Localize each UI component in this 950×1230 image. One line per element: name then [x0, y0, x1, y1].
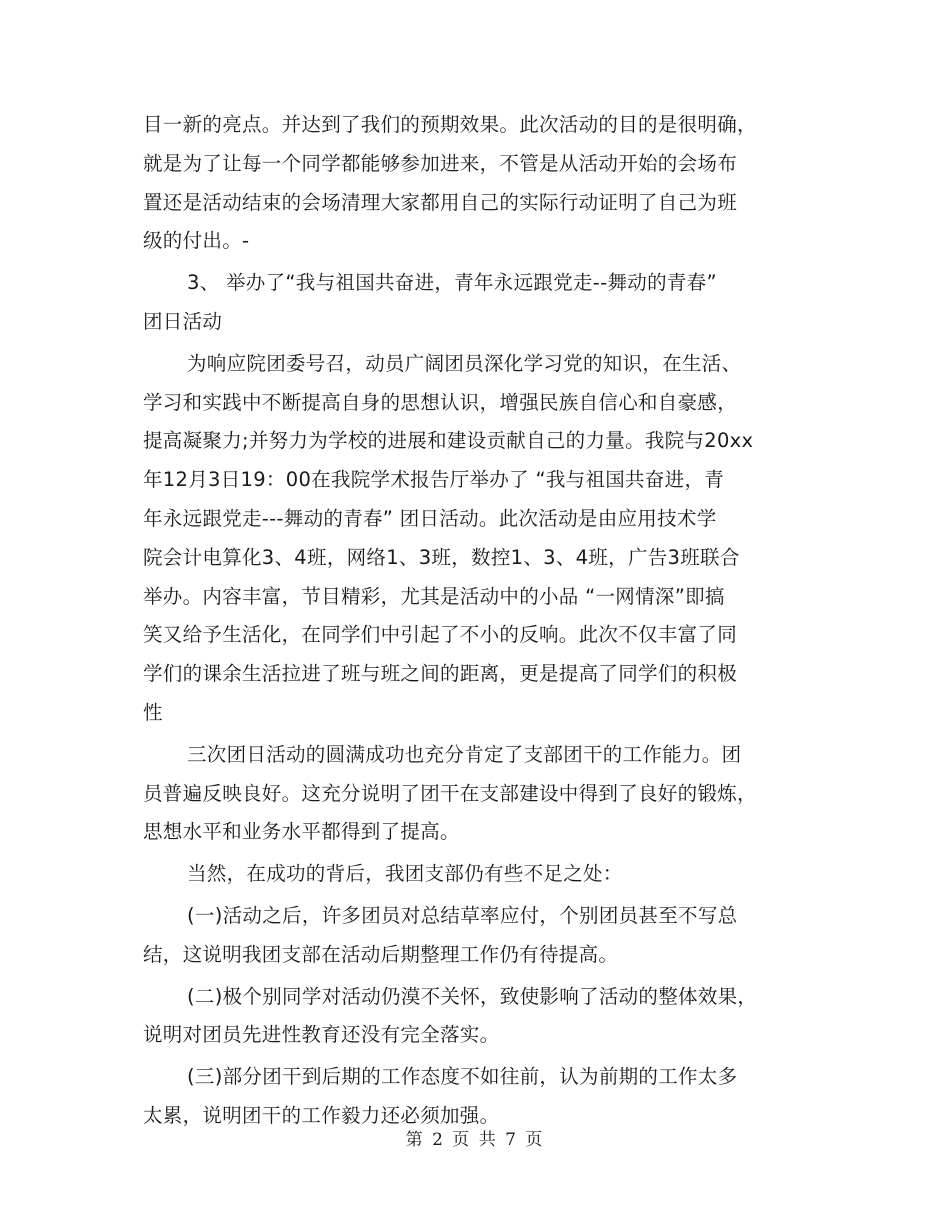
paragraph	[143, 897, 813, 975]
text-line: 级的付出。-	[143, 229, 250, 253]
text-line: 目一新的亮点。并达到了我们的预期效果。此次活动的目的是很明确，	[143, 113, 757, 136]
text-line: (三)部分团干到后期的工作态度不如往前，认为前期的工作太多	[187, 1065, 738, 1089]
text-line: 团日活动	[143, 309, 223, 333]
paragraph	[143, 106, 813, 261]
page-footer: 第 2 页 共 7 页	[405, 1130, 545, 1150]
text-line: 提高凝聚力;并努力为学校的进展和建设贡献自己的力量。我院与20xx	[143, 429, 754, 453]
text-line: 结，这说明我团支部在活动后期整理工作仍有待提高。	[143, 942, 619, 966]
text-line: (一)活动之后，许多团员对总结草率应付，个别团员甚至不写总	[187, 903, 738, 927]
text-line: 太累，说明团干的工作毅力还必须加强。	[143, 1103, 500, 1127]
text-line: 3、 举办了“我与祖国共奋进，青年永远跟党走--舞动的青春”	[187, 271, 717, 295]
document-body	[143, 106, 813, 1139]
paragraph	[143, 978, 813, 1056]
text-line: 年12月3日19：00在我院学术报告厅举办了 “我与祖国共奋进，青	[143, 468, 725, 492]
text-line: 置还是活动结束的会场清理大家都用自己的实际行动证明了自己为班	[143, 190, 738, 214]
text-line: 思想水平和业务水平都得到了提高。	[143, 820, 460, 844]
text-line: 为响应院团委号召，动员广阔团员深化学习党的知识，在生活、	[187, 351, 742, 375]
text-line: 就是为了让每一个同学都能够参加进来，不管是从活动开始的会场布	[143, 151, 738, 175]
text-line: 当然，在成功的背后，我团支部仍有些不足之处：	[187, 862, 623, 886]
text-line: 性	[143, 700, 163, 724]
text-line: 年永远跟党走---舞动的青春” 团日活动。此次活动是由应用技术学	[143, 506, 717, 530]
text-line: (二)极个别同学对活动仍漠不关怀，致使影响了活动的整体效果，	[187, 984, 758, 1008]
paragraph	[143, 345, 813, 733]
text-line: 院会计电算化3、4班，网络1、3班，数控1、3、4班，广告3班联合	[143, 545, 740, 569]
text-line: 三次团日活动的圆满成功也充分肯定了支部团干的工作能力。团	[187, 742, 742, 766]
text-line: 学们的课余生活拉进了班与班之间的距离，更是提高了同学们的积极	[143, 662, 738, 686]
text-line: 说明对团员先进性教育还没有完全落实。	[143, 1023, 500, 1047]
text-line: 笑又给予生活化，在同学们中引起了不小的反响。此次不仅丰富了同	[143, 623, 738, 647]
text-line: 学习和实践中不断提高自身的思想认识，增强民族自信心和自豪感，	[143, 390, 738, 414]
paragraph	[143, 264, 813, 342]
paragraph	[143, 736, 813, 852]
text-line: 举办。内容丰富，节目精彩，尤其是活动中的小品 “一网情深”即搞	[143, 584, 725, 608]
paragraph	[143, 855, 813, 894]
text-line: 员普遍反映良好。这充分说明了团干在支部建设中得到了良好的锻炼，	[143, 781, 757, 805]
